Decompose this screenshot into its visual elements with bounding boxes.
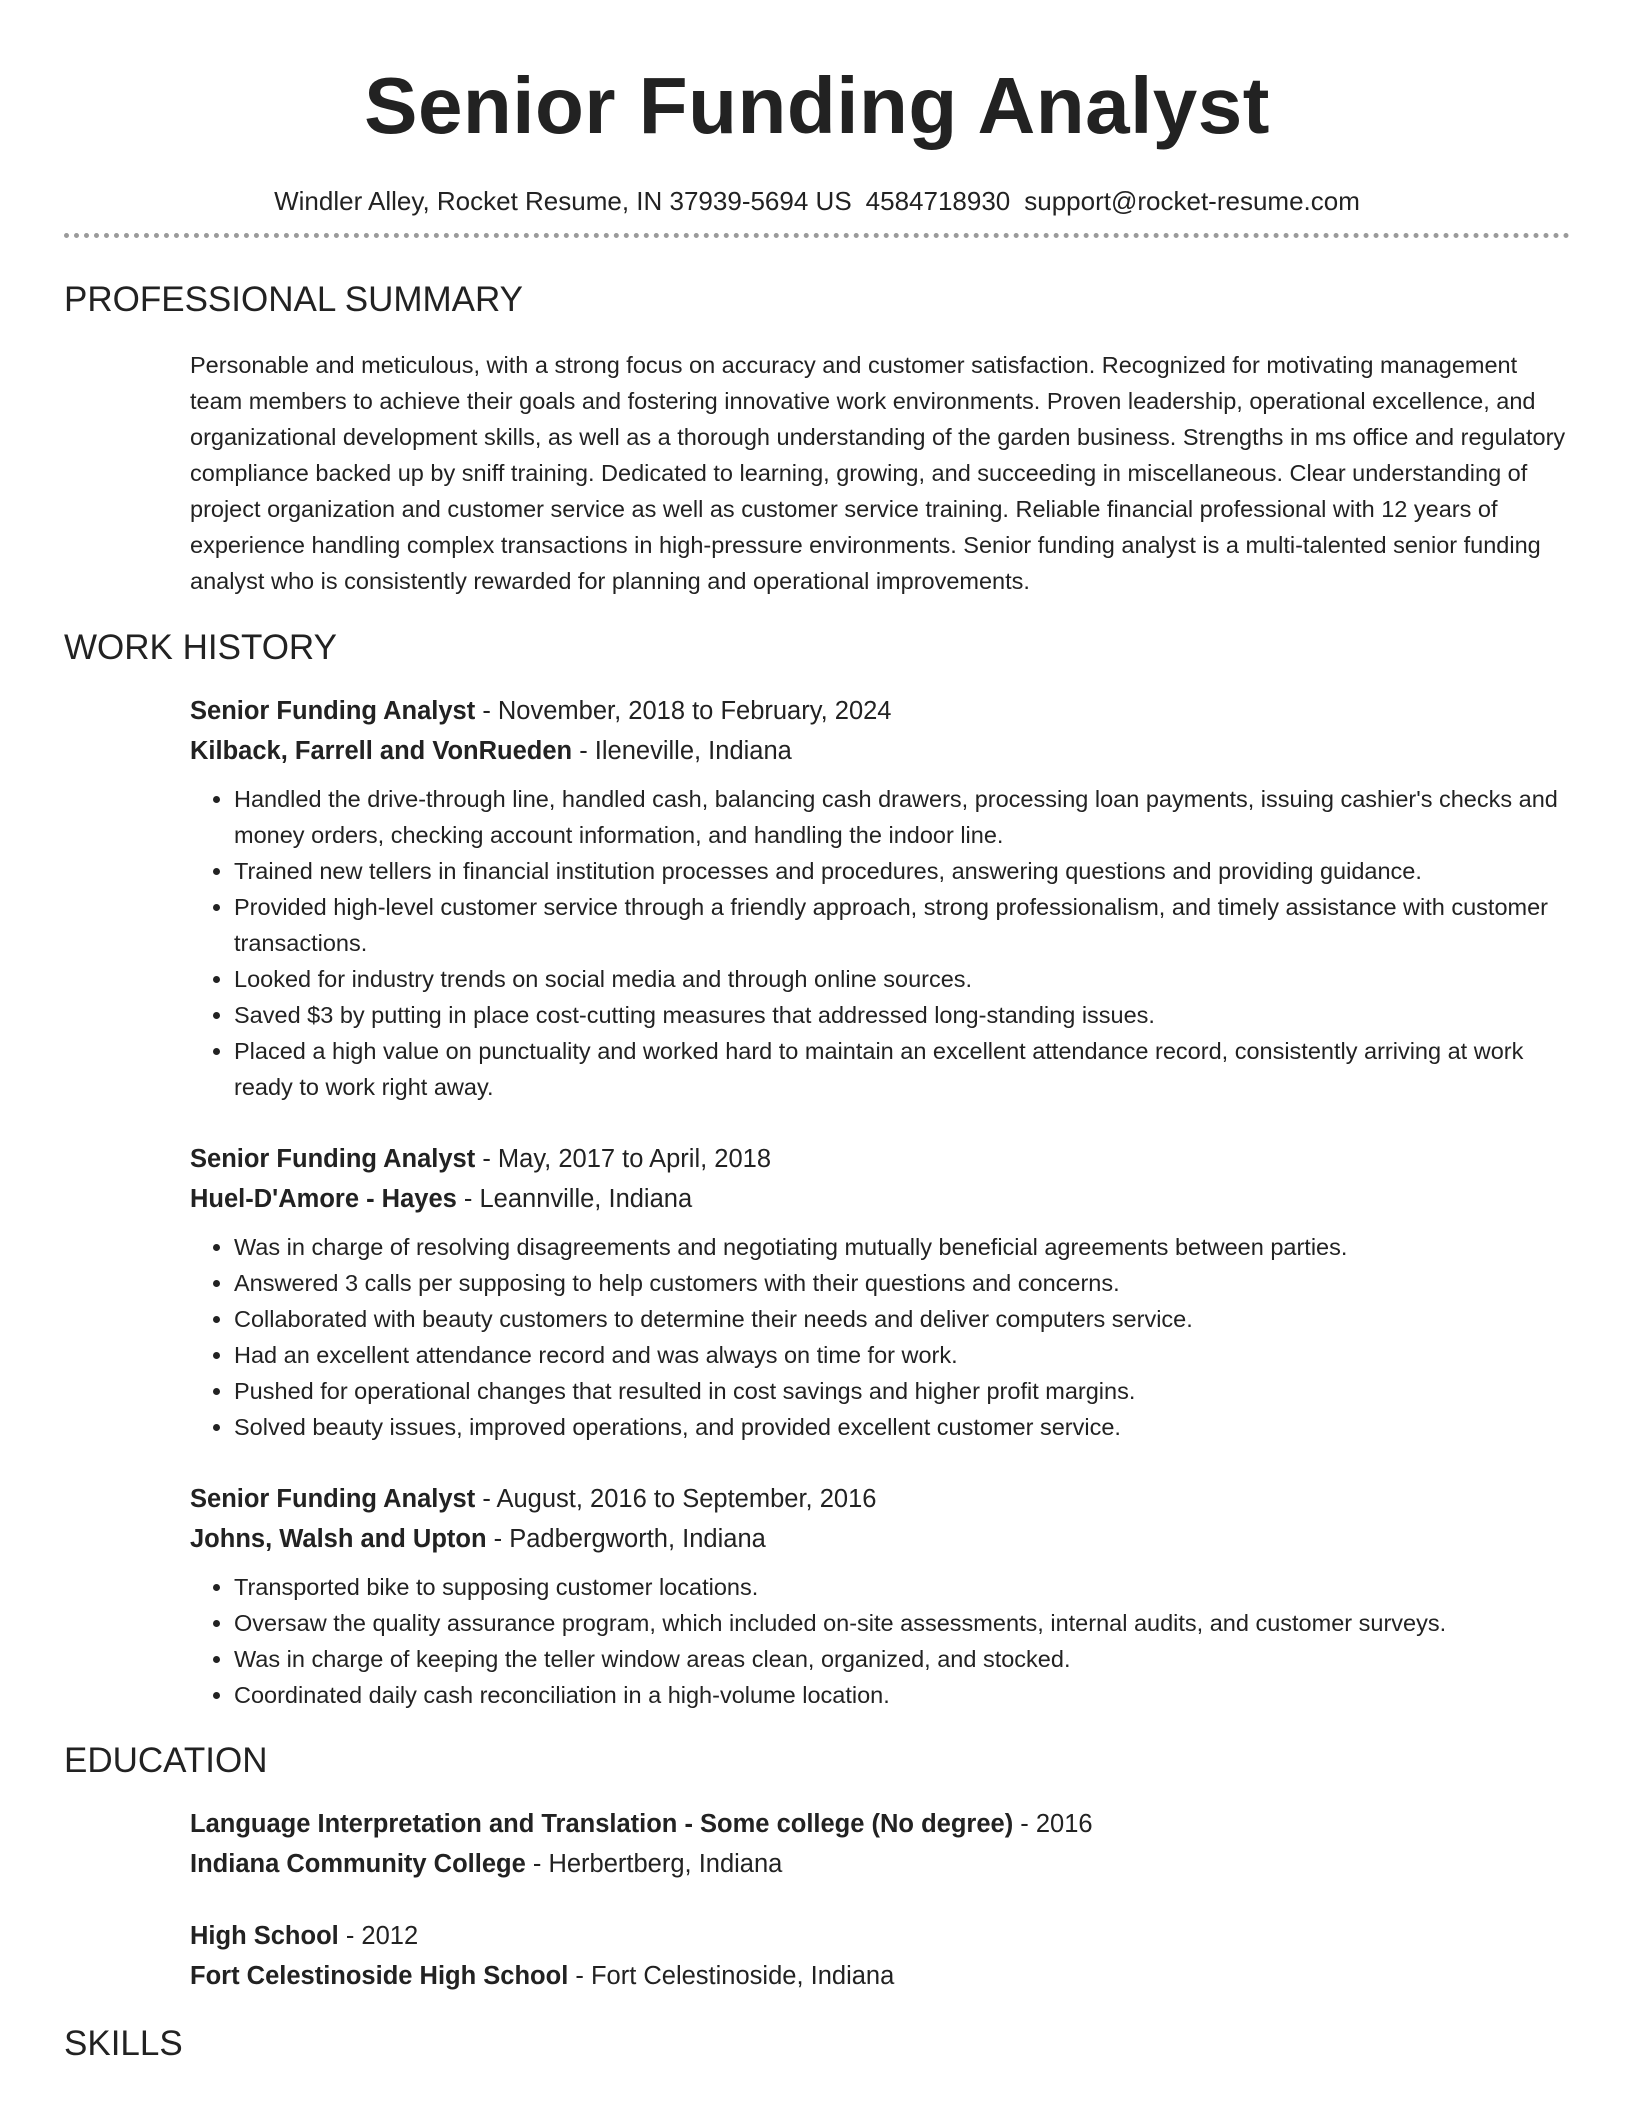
list-item: • Was in charge of keeping the teller window areas clean, organized, and stocked. — [234, 1641, 1570, 1677]
list-item: • Pushed for operational changes that resulted in cost savings and higher profit margins. — [234, 1373, 1570, 1409]
summary-body — [190, 347, 1570, 599]
section-title-education: EDUCATION — [64, 1741, 268, 1780]
contact-address: Windler Alley, Rocket Resume, IN 37939-5694 US — [274, 186, 852, 216]
education-entry — [190, 1804, 1570, 1884]
job-entry — [190, 1479, 1570, 1713]
section-title-work: WORK HISTORY — [64, 628, 337, 667]
contact-phone: 4584718930 — [865, 186, 1011, 216]
list-item: • Coordinated daily cash reconciliation in a high-volume location. — [234, 1677, 1570, 1713]
job-spacer — [190, 1105, 1570, 1139]
list-item: • Handled the drive-through line, handled cash, balancing cash drawers, processing loan payments, issuing cashier's checks and money orders, checking account information, and handling the indoor line. — [234, 781, 1570, 853]
job-company: Johns, Walsh and Upton — [190, 1525, 487, 1553]
list-item: • Transported bike to supposing customer locations. — [234, 1569, 1570, 1605]
job-title-line — [190, 1479, 1570, 1519]
education-school: Indiana Community College — [190, 1850, 526, 1878]
job-location: - Padbergworth, Indiana — [486, 1525, 766, 1553]
education-year: - 2016 — [1013, 1810, 1093, 1838]
list-item: • Placed a high value on punctuality and worked hard to maintain an excellent attendance record, consistently arriving at work ready to work right away. — [234, 1033, 1570, 1105]
contact-line — [64, 184, 1570, 218]
job-role: Senior Funding Analyst — [190, 1485, 476, 1513]
section-spacer — [64, 1713, 1570, 1739]
job-role: Senior Funding Analyst — [190, 697, 476, 725]
education-entry — [190, 1916, 1570, 1996]
list-item: • Answered 3 calls per supposing to help customers with their questions and concerns. — [234, 1265, 1570, 1301]
summary-text: Personable and meticulous, with a strong focus on accuracy and customer satisfaction. Recognized for motivating management team members to achieve their goals and fostering innovative work environments. Proven leadership, operational excellence, and organizational development skills, as well as a thorough understanding of the garden business. Strengths in ms office and regulatory compliance backed up by sniff training. Dedicated to learning, growing, and succeeding in miscellaneous. Clear understanding of project organization and customer service as well as customer service training. Reliable financial professional with 12 years of experience handling complex transactions in high-pressure environments. Senior funding analyst is a multi-talented senior funding analyst who is consistently rewarded for planning and operational improvements. — [190, 352, 1566, 594]
job-entry — [190, 1139, 1570, 1445]
resume-name: Senior Funding Analyst — [364, 61, 1270, 150]
section-title-summary: PROFESSIONAL SUMMARY — [64, 280, 523, 319]
job-title-line — [190, 1139, 1570, 1179]
job-dates: - August, 2016 to September, 2016 — [475, 1485, 877, 1513]
education-degree: High School — [190, 1922, 339, 1950]
list-item: • Collaborated with beauty customers to determine their needs and deliver computers service. — [234, 1301, 1570, 1337]
education-degree-line — [190, 1916, 1570, 1956]
education-school-line — [190, 1956, 1570, 1996]
job-company-line — [190, 731, 1570, 771]
job-title-line — [190, 691, 1570, 731]
job-role: Senior Funding Analyst — [190, 1145, 476, 1173]
job-company-line — [190, 1519, 1570, 1559]
education-location: - Herbertberg, Indiana — [525, 1850, 783, 1878]
section-spacer — [64, 1996, 1570, 2022]
resume-page — [64, 0, 1570, 2066]
contact-email: support@rocket-resume.com — [1024, 186, 1360, 216]
section-title-skills: SKILLS — [64, 2024, 183, 2063]
education-school: Fort Celestinoside High School — [190, 1962, 569, 1990]
list-item: • Was in charge of resolving disagreements and negotiating mutually beneficial agreements between parties. — [234, 1229, 1570, 1265]
job-bullets — [190, 1569, 1570, 1713]
list-item: • Saved $3 by putting in place cost-cutting measures that addressed long-standing issues. — [234, 997, 1570, 1033]
list-item: • Had an excellent attendance record and was always on time for work. — [234, 1337, 1570, 1373]
job-company-line — [190, 1179, 1570, 1219]
education-year: - 2012 — [338, 1922, 419, 1950]
work-body — [190, 691, 1570, 1713]
education-school-line — [190, 1844, 1570, 1884]
job-bullets — [190, 1229, 1570, 1445]
job-company: Huel-D'Amore - Hayes — [190, 1185, 457, 1213]
job-spacer — [190, 1445, 1570, 1479]
list-item: • Solved beauty issues, improved operations, and provided excellent customer service. — [234, 1409, 1570, 1445]
list-item: • Oversaw the quality assurance program, which included on-site assessments, internal audits, and customer surveys. — [234, 1605, 1570, 1641]
job-entry — [190, 691, 1570, 1105]
list-item: • Looked for industry trends on social media and through online sources. — [234, 961, 1570, 997]
job-bullets — [190, 781, 1570, 1105]
job-dates: - November, 2018 to February, 2024 — [475, 697, 892, 725]
education-degree-line — [190, 1804, 1570, 1844]
job-location: - Leannville, Indiana — [456, 1185, 693, 1213]
job-location: - Ileneville, Indiana — [572, 737, 792, 765]
list-item: • Trained new tellers in financial institution processes and procedures, answering questions and providing guidance. — [234, 853, 1570, 889]
education-location: - Fort Celestinoside, Indiana — [568, 1962, 895, 1990]
education-degree: Language Interpretation and Translation - Some college (No degree) — [190, 1810, 1014, 1838]
list-item: • Provided high-level customer service through a friendly approach, strong professionalism, and timely assistance with customer transactions. — [234, 889, 1570, 961]
header-divider — [64, 233, 1570, 238]
education-body — [190, 1804, 1570, 1996]
job-company: Kilback, Farrell and VonRueden — [190, 737, 573, 765]
education-spacer — [190, 1884, 1570, 1916]
job-dates: - May, 2017 to April, 2018 — [475, 1145, 772, 1173]
